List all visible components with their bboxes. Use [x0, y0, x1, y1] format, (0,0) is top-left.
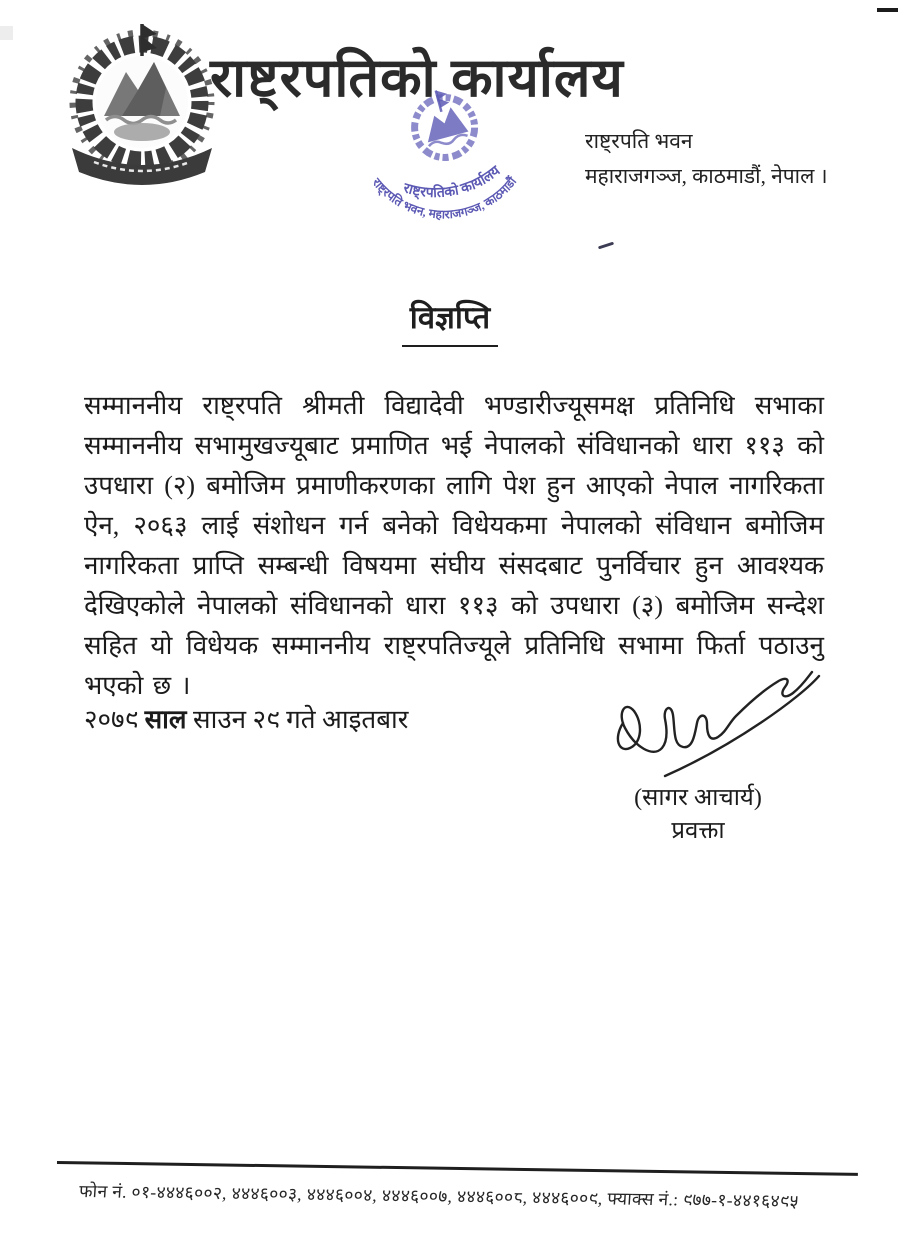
date-word-sal: साल — [144, 705, 187, 734]
notice-paragraph: सम्माननीय राष्ट्रपति श्रीमती विद्यादेवी भण्डारीज्यूसमक्ष प्रतिनिधि सभाका सम्माननीय सभामुखज्यूबाट प्रमाणित भई नेपालको संविधानको धारा ११३ को उपधारा (२) बमोजिम प्रमाणीकरणका लागि पेश हुन आएको नेपाल नागरिकता ऐन, २०६३ लाई संशोधन गर्न बनेको विधेयकमा नेपालको संविधान बमोजिम नागरिकता प्राप्ति सम्बन्धी विषयमा संघीय संसदबाट पुनर्विचार हुन आवश्यक देखिएकोले नेपालको संविधानको धारा ११३ को उपधारा (३) बमोजिम सन्देश सहित यो विधेयक सम्माननीय राष्ट्रपतिज्यूले प्रतिनिधि सभामा फिर्ता पठाउनु भएको छ । — [84, 391, 824, 700]
office-address — [585, 124, 828, 194]
notice-heading-text: विज्ञप्ति — [402, 296, 498, 347]
footer-divider — [57, 1161, 858, 1176]
signatory-name: (सागर आचार्य) — [634, 785, 762, 811]
footer-contact-line: फोन नं. ०१-४४४६००२, ४४४६००३, ४४४६००४, ४४४६००७, ४४४६००८, ४४४६००९, फ्याक्स नं.: ९७७-१-४४१६४९५ — [78, 1180, 800, 1212]
office-title: राष्ट्रपतिको कार्यालय — [210, 48, 624, 108]
stamp-arc-middle-text: राष्ट्रपतिको कार्यालय — [401, 163, 504, 202]
scan-corner-mark — [877, 8, 898, 12]
signatory-title: प्रवक्ता — [671, 818, 725, 844]
nepal-emblem-icon — [56, 20, 228, 196]
stray-ink-mark — [598, 242, 614, 250]
date-year: २०७९ — [84, 705, 139, 734]
date-line — [84, 700, 408, 736]
stamp-arc-bottom-text: राष्ट्रपति भवन, महाराजगञ्ज, काठमाडौं — [369, 174, 520, 222]
date-rest: साउन २९ गते आइतबार — [193, 705, 409, 734]
signature-scribble-icon — [605, 663, 840, 788]
office-address-line1: राष्ट्रपति भवन — [585, 129, 693, 153]
office-address-line2: महाराजगञ्ज, काठमाडौं, नेपाल । — [585, 164, 828, 188]
scan-smudge — [0, 26, 13, 40]
office-stamp-icon — [356, 80, 556, 260]
notice-heading — [0, 296, 900, 347]
